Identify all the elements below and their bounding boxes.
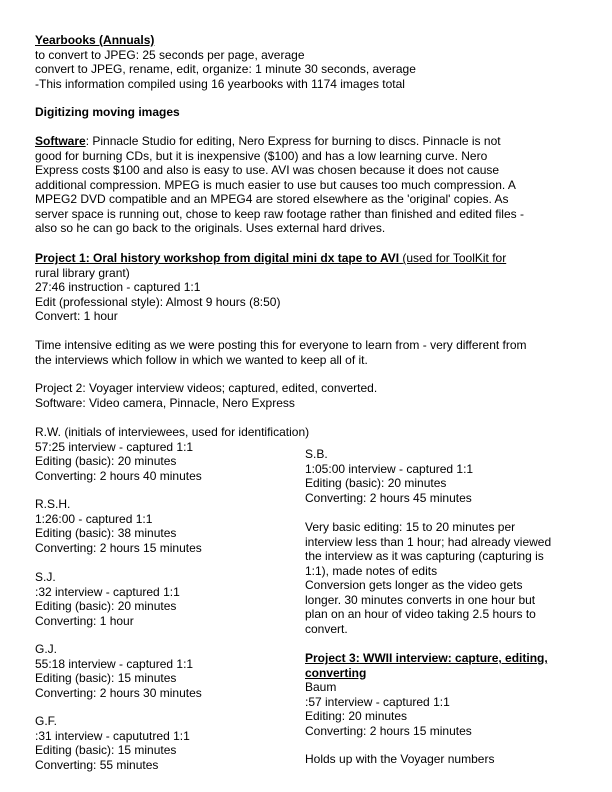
basic-editing-note-line: Very basic editing: 15 to 20 minutes per <box>305 520 516 534</box>
interview-initials: S.B. <box>305 447 328 461</box>
project1-note-line: the interviews which follow in which we wanted to keep all of it. <box>35 352 368 367</box>
interview-line: Converting: 2 hours 40 minutes <box>35 468 202 483</box>
basic-editing-note-line: Conversion gets longer as the video gets <box>305 578 523 592</box>
project3-footer: Holds up with the Voyager numbers <box>305 752 495 766</box>
interview-line: Editing (basic): 20 minutes <box>35 454 177 468</box>
interview-line: Converting: 2 hours 30 minutes <box>35 685 202 700</box>
software-line: MPEG2 DVD compatible and an MPEG4 are stored elsewhere as the 'original' copies. As <box>35 192 509 206</box>
software-line: additional compression. MPEG is much easier to use but causes too much compression. A <box>35 177 516 192</box>
digitizing-heading: Digitizing moving images <box>35 105 180 119</box>
interview-line: Converting: 55 minutes <box>35 757 159 772</box>
interview-line: Converting: 1 hour <box>35 613 134 628</box>
project2-line: Project 2: Voyager interview videos; captured, edited, converted. <box>35 381 378 395</box>
basic-editing-note-line: plan on an hour of video taking 2.5 hours to <box>305 607 536 621</box>
project1-heading: Project 1: Oral history workshop from digital mini dx tape to AVI <box>35 251 403 265</box>
interview-line: 1:05:00 interview - captured 1:1 <box>305 461 474 476</box>
basic-editing-note-line: interview less than 1 hour; had already viewed <box>305 534 552 549</box>
software-line: good for burning CDs, but it is inexpensive ($100) and has a low learning curve. Nero <box>35 148 488 163</box>
basic-editing-note-line: longer. 30 minutes converts in one hour but <box>305 592 536 607</box>
basic-editing-note-line: the interview as it was capturing (capturing is <box>305 549 544 563</box>
project1-note-line: Time intensive editing as we were posting this for everyone to learn from - very different from <box>35 338 527 352</box>
yearbooks-line: to convert to JPEG: 25 seconds per page, average <box>35 47 305 62</box>
software-first-line-text: : Pinnacle Studio for editing, Nero Express for burning to discs. Pinnacle is not <box>85 134 501 148</box>
project2-intro: R.W. (initials of interviewees, used for identification) <box>35 425 310 439</box>
project1-line: rural library grant) <box>35 265 130 280</box>
interview-line: 55:18 interview - captured 1:1 <box>35 656 194 671</box>
basic-editing-note-line: convert. <box>305 621 348 636</box>
interview-line: :31 interview - capututred 1:1 <box>35 728 190 743</box>
project1-line: Convert: 1 hour <box>35 309 118 323</box>
interview-initials: G.F. <box>35 714 58 728</box>
project1-line: Edit (professional style): Almost 9 hours (8:50) <box>35 294 281 309</box>
interview-line: Editing (basic): 15 minutes <box>35 743 177 757</box>
yearbooks-heading: Yearbooks (Annuals) <box>35 33 155 47</box>
project1-line: 27:46 instruction - captured 1:1 <box>35 280 201 294</box>
software-line: also so he can go back to the originals. Uses external hard drives. <box>35 221 386 235</box>
software-label: Software <box>35 134 86 148</box>
interview-line: Converting: 2 hours 45 minutes <box>305 490 472 505</box>
interview-line: Editing (basic): 15 minutes <box>35 671 177 685</box>
interview-line: Editing (basic): 20 minutes <box>305 476 447 490</box>
project1-heading-line <box>35 251 506 266</box>
project3-line: :57 interview - captured 1:1 <box>305 694 450 709</box>
interview-line: Converting: 2 hours 15 minutes <box>35 540 202 555</box>
project3-line: Converting: 2 hours 15 minutes <box>305 723 472 738</box>
interview-line: Editing (basic): 38 minutes <box>35 526 177 540</box>
software-line: server space is running out, chose to keep raw footage rather than finished and edited files - <box>35 206 524 221</box>
basic-editing-note-line: 1:1), made notes of edits <box>305 563 438 578</box>
interview-initials: R.S.H. <box>35 497 71 511</box>
yearbooks-line: -This information compiled using 16 yearbooks with 1174 images total <box>35 76 405 91</box>
interview-line: :32 interview - captured 1:1 <box>35 584 180 599</box>
project3-line: Baum <box>305 680 337 694</box>
interview-initials: G.J. <box>35 642 58 656</box>
interview-line: Editing (basic): 20 minutes <box>35 599 177 613</box>
software-first-line <box>35 134 501 149</box>
interview-line: 57:25 interview - captured 1:1 <box>35 439 194 454</box>
project3-line: Editing: 20 minutes <box>305 709 408 723</box>
project2-line: Software: Video camera, Pinnacle, Nero Express <box>35 395 295 410</box>
project3-heading: Project 3: WWII interview: capture, editing, <box>305 651 548 665</box>
yearbooks-line: convert to JPEG, rename, edit, organize: 1 minute 30 seconds, average <box>35 62 416 76</box>
software-line: Express costs $100 and also is easy to use. AVI was chosen because it does not cause <box>35 163 500 177</box>
project1-heading-note: (used for ToolKit for <box>402 251 507 265</box>
project3-heading: converting <box>305 665 367 680</box>
interview-initials: S.J. <box>35 570 56 584</box>
interview-line: 1:26:00 - captured 1:1 <box>35 511 153 526</box>
